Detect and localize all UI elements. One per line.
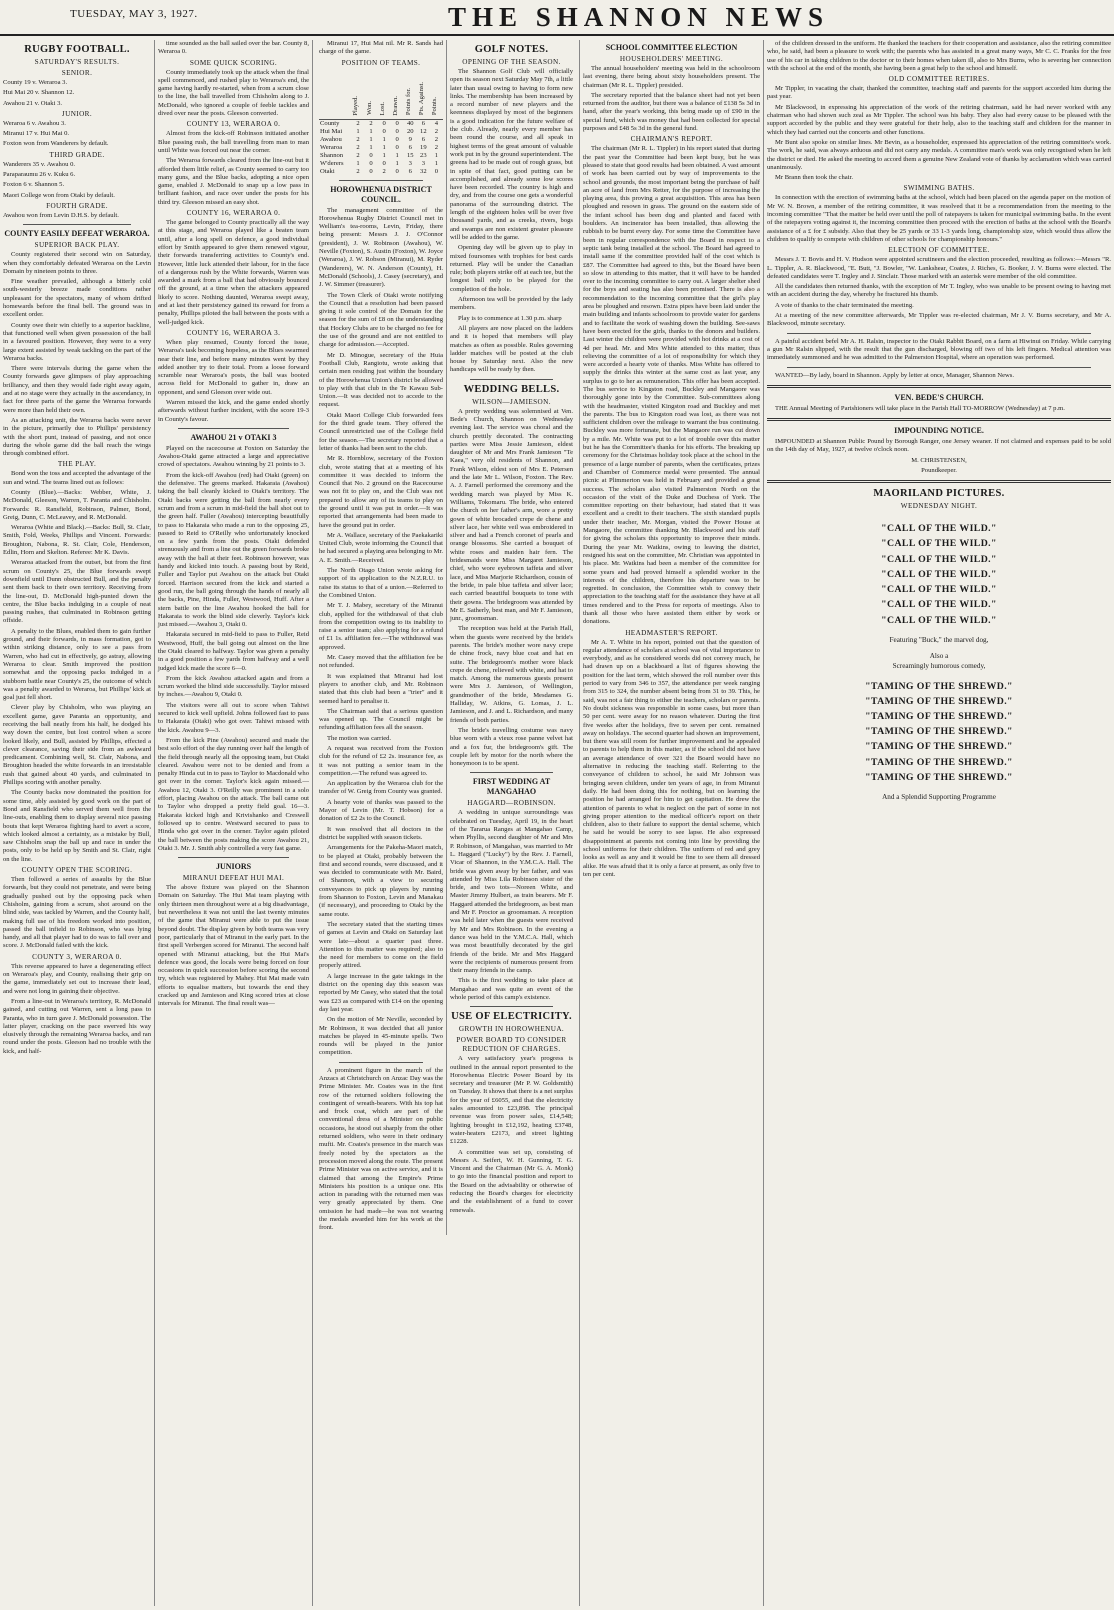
divider (787, 367, 1091, 368)
team-name-cell: Weraroa (320, 143, 343, 151)
table-cell: 1 (369, 127, 373, 135)
first-wedding-subhead: HAGGARD—ROBINSON. (467, 799, 556, 808)
table-cell: 12 (420, 127, 427, 135)
divider (787, 333, 1091, 334)
column-1 (0, 40, 154, 1606)
film-title: "CALL OF THE WILD." (881, 538, 997, 550)
film-title: "TAMING OF THE SHREWD." (865, 756, 1013, 768)
rugby-subhead: SATURDAY'S RESULTS. (34, 58, 120, 66)
junior-head: JUNIOR. (61, 109, 93, 118)
article-paragraph: County owe their win chiefly to a superior backline, that functioned well when given possession of the ball in a favoured position. However, they were to a very large extent assisted by weak tackling on the part of the Weraroa backs. (3, 321, 151, 362)
article-paragraph: The Chairman said that a serious question was opened up. The Council might be refunding affiliation fees all the season. (319, 707, 443, 732)
juniors-subhead: MIRANUI DEFEAT HUI MAI. (182, 874, 285, 883)
table-cell: 2 (356, 167, 360, 175)
article-paragraph: Mr Bunt also spoke on similar lines. Mr Bevin, as a householder, expressed his appreciation of the retiring committee's work. The work, he said, was always arduous and did not carry any medals. A committee man's work was only recognised when he left the district or died. He asked the meeting to accord them a genuine New Zealand vote of thanks by acclamation which was carried unanimously. (767, 138, 1111, 171)
film-title: "CALL OF THE WILD." (881, 584, 997, 596)
divider (178, 428, 289, 429)
article-paragraph: The Weraroa forwards cleared from the line-out but it afforded them little relief, as County seemed to carry too many guns, and the Blue backs, adopting a nice open game, enabled J. McDonald to snap up a low pass in brilliant fashion, and race over under the posts for his third try. Gleeson missed an easy shot. (158, 157, 309, 206)
table-cell: 23 (420, 151, 427, 159)
article-paragraph: The motion was carried. (327, 734, 392, 742)
article-paragraph: County (Blue).—Backs: Webber, White, J. McDonald, Gleeson, Warren, T. Paranta and Chisholm. Forwards: R. Ransfield, Robinson, Palmer, Bond, Greig, Dunn, C. McLeavey, and R. McDonald. (3, 488, 151, 521)
article-paragraph: Mr Tippler, in vacating the chair, thanked the committee, teaching staff and parents for the support accorded him during the past year. (767, 85, 1111, 101)
article-paragraph: Afternoon tea will be provided by the lady members. (450, 296, 573, 312)
awahou-headline: AWAHOU 21 v OTAKI 3 (190, 432, 277, 442)
retire-head: OLD COMMITTEE RETIRES. (888, 75, 990, 84)
article-paragraph: Fine weather prevailed, although a bitterly cold south-westerly breeze made conditions rather unpleasant for the spectators, many of whom drifted homewards before the final bell. The ground was in excellent order. (3, 278, 151, 319)
article-paragraph: A vote of thanks to the chair terminated the meeting. (775, 301, 914, 309)
table-cell: 1 (434, 159, 439, 167)
article-paragraph: time sounded as the ball sailed over the bar. County 8, Weraroa 0. (158, 40, 309, 56)
article-paragraph: The game belonged to County practically all the way at this stage, and Weraroa played like a beaten team until, after a long spell on defence, a good individual effort by Smith appeared to give them renewed vigour, their forwards transferring activities to County's end. However, little luck attended their labour, for in the face of a dangerous rush by the White forwards, Warren was awarded a mark from a ball that had obviously bounced off the ground, at a time when the attackers appeared likely to score. Nothing daunted, Weraroa swept away, and at last their persistency gained its reward for from a penalty, Phillips piloted the ball between the posts with a well-judged kick. (158, 219, 309, 326)
table-cell: 2 (434, 127, 439, 135)
article-paragraph: A large increase in the gate takings in the district on the opening day this season was reported by Mr Casey, who stated that the total was £23 as compared with £14 on the opening day last year. (319, 972, 443, 1013)
electricity-headline: USE OF ELECTRICITY. (451, 1011, 572, 1023)
table-row (319, 160, 443, 168)
divider (470, 772, 553, 773)
article-paragraph: The management committee of the Horowhenua Rugby District Council met in Welliam's tea-rooms, Levin, Friday, there being present: Messrs J. J. O'Connor (president), J. W. Robinson (Awahou), W. Neville (Foxton), S. Austin (Foxton), W. Joyce (Weraroa), J. W. Robson (Miranui), M. Ryder (Wanderers), W. N. Anderson (County), H. McDonald (Schools), J. Casey (secretary), and J. W. Simmer (treasurer). (319, 206, 443, 289)
pictures-headline: MAORILAND PICTURES. (873, 488, 1005, 500)
article-paragraph: A request was received from the Foxton club for the refund of £2 2s. insurance fee, as it was not putting a senior team in the competition.—The refund was agreed to. (319, 745, 443, 777)
result-line: Foxton won from Wanderers by default. (3, 140, 109, 148)
table-cell: 0 (434, 167, 439, 175)
film-title: "CALL OF THE WILD." (881, 568, 997, 580)
article-paragraph: Mr T. J. Mabey, secretary of the Miranui club, applied for the withdrawal of that club from the competition owing to its inability to raise a senior team; also applying for a refund of £1 1s. affiliation fee.—The withdrawal was approved. (319, 602, 443, 651)
third-grade-head: THIRD GRADE. (49, 150, 105, 159)
table-row (319, 119, 443, 128)
table-body (319, 119, 443, 176)
article-paragraph: Mr Blackwood, in expressing his appreciation of the work of the retiring chairman, said he had never worked with any chairman who had shown such zeal as Mr Tippler. The school was his baby. They also had every cause to be pleased with the support accorded by the public and they were grateful for their help, also to the teaching staff and children for the manner in which they had carried out the concerts and other functions. (767, 103, 1111, 136)
result-line: Wanderers 35 v. Awahou 0. (3, 160, 76, 168)
article-paragraph: Mr Brann then took the chair. (775, 174, 854, 182)
result-line: Miranui 17 v. Hui Mai 0. (3, 130, 70, 138)
film-title: "TAMING OF THE SHREWD." (865, 741, 1013, 753)
article-paragraph: The above fixture was played on the Shannon Domain on Saturday. The Hui Mai team playing with only thirteen men throughout were at a big disadvantage, but nevertheless it was not until the last twenty minutes of the game that Miranui were able to put the issue beyond doubt. The display given by both teams was very poor, particularly that of Miranui in the early part. In the first spell Verbergen scored for Miranui. The second half opened with Miranui attacking, but the Hui Mai's defence was good, the locals were being forced on four occasions in quick succession before scoring the second try, which was registered by Mahey. Hui Mai made vain efforts to equalise matters, but towards the end they cracked up and Jamieson and King scored tries at close intervals for Miranui. The final result was— (158, 884, 309, 1008)
article-paragraph: As an attacking unit, the Weraroa backs were never in the picture, primarily due to Phillips' persistency with the short punt, instead of passing, and not once during the whole game did the ball reach the wings through combined effort. (3, 416, 151, 458)
film-title: "TAMING OF THE SHREWD." (865, 695, 1013, 707)
table-header: Played. (351, 71, 364, 120)
article-paragraph: From the kick Awahou attacked again and from a scrum worked the blind side successfully. Taylor missed by inches.—Awahou 9, Otaki 0. (158, 674, 309, 699)
swimming-head: SWIMMING BATHS. (903, 184, 975, 193)
school-headline: SCHOOL COMMITTEE ELECTION (605, 43, 738, 52)
school-subhead: HOUSEHOLDERS' MEETING. (619, 55, 724, 63)
senior-head: SENIOR. (61, 69, 93, 77)
table-cell: 32 (420, 167, 427, 175)
quick-scoring-head: SOME QUICK SCORING. (189, 58, 278, 67)
article-paragraph: Miranui 17, Hui Mai nil. Mr R. Sands had charge of the game. (319, 40, 443, 56)
column-3a (316, 40, 446, 1235)
table-row (319, 144, 443, 152)
article-paragraph: At a meeting of the new committee afterwards, Mr Tippler was re-elected chairman, Mr J. V. Burns secretary, and Mr A. Blackwood, minute secretary. (767, 312, 1111, 328)
article-paragraph: A very satisfactory year's progress is outlined in the annual report presented to the Horowhenua Electric Power Board by its secretary and treasurer (Mr P. W. Goldsmith) on Tuesday. It shows that there is a net surplus for the year of £6055, and that the electricity sales amounted to £23,898. The principal revenue was from power sales, £14,548; lighting brought in £12,192, heating £3748, water-heaters £2173, and street lighting £1228. (450, 1055, 573, 1146)
article-paragraph: A wedding in unique surroundings was celebrated on Tuesday, April 19, in the heart of the Tararua Ranges at Mangahao Camp, when Phyllis, second daughter of Mr and Mrs P. Robinson, of Mangahao, was married to Mr L. Haggard ("Lucky") by the Rev. J. Farnell, Vicar of Shannon, in the Y.M.C.A. Hall. The bride was given away by her father, and was attended by Miss Lila Robinson sister of the bride, and two tots—Noreen White, and Master Jimmy Hulbert, as train bearers. Mr F. Haggard attended the bridegroom, as best man and Mr F. Proctor as groomsman. A reception was held later when the guests were received by Mr and Mrs Robinson. In the evening a dance was held in the Y.M.C.A. Hall, which was most beautifully decorated by the girl friends of the bride. Mr and Mrs Haggard were the recipients of numerous present from their many friends in the camp. (450, 809, 573, 975)
church-notice: THE Annual Meeting of Parishioners will take place in the Parish Hall TO-MORROW (Wednesday) at 7 p.m. (775, 404, 1065, 412)
article-paragraph: It was resolved that all doctors in the district be supplied with season tickets. (319, 825, 443, 841)
table-cell: 1 (356, 159, 360, 167)
table-cell: 0 (382, 127, 386, 135)
table-cell: 0 (395, 119, 399, 127)
issue-date: TUESDAY, MAY 3, 1927. (70, 8, 198, 20)
article-paragraph: From the kick-off Awahou (red) had Otaki (green) on the defensive. The greens marked. Hakaraia (Awahou) taking the ball cleanly kicked to Otaki's territory. The Otaki backs were getting the ball from nearly every scrum and from a scrum in mid-field the ball shot out to the green half. Fuller (Awahou) intercepting beautifully to pass to Hakaraia who made a run to the opposing 25, passed to Reid to O'Reilly who unfortunately knocked on a few yards from the posts. Otaki defended strenuously and from a line out the green forwards broke away with the ball at their feet. Robinson however, was handy and kicked into touch. A passing bout by Reid, Fuller and Taylor put Awahou on the attack but Otaki forced. Harrison secured from the kick and started a good run, the ball going through the hands of nearly all the backs, Pine, Hinda, Fuller, Westwood, Huff. After a stern battle on the line Awahou hooked the ball for Hakaraia to work the blind side cleverly. Taylor's kick just missed.—Awahou 3, Otaki 0. (158, 471, 309, 629)
article-paragraph: Opening day will be given up to play in mixed foursomes with trophies for best cards returned. Play will be under the Canadian rule; both players strike off at each tee, but the longest ball only to be played for the completion of the hole. (450, 244, 573, 293)
film-title: "CALL OF THE WILD." (881, 553, 997, 565)
film-title: "TAMING OF THE SHREWD." (865, 771, 1013, 783)
table-row (319, 168, 443, 176)
table-cell: 4 (434, 119, 439, 127)
table-header: Points for. (404, 71, 417, 120)
table-cell: 9 (408, 135, 412, 143)
article-paragraph: The reception was held at the Parish Hall, when the guests were received by the bride's parents. The bride's mother wore navy crepe de chine frock, navy blue coat and hat en suite. The bridegroom's mother wore black crepe de chene, relieved with white, and hat to match. Among the numerous guests present were Mrs J. Jamieson, of Wellington, grandmother of the bride, Mesdames G. Halliday, W. Atkins, G. Lomas, J. L. Jamieson, and J. and L. Richardson, and many friends of both parties. (450, 625, 573, 724)
article-paragraph: This reverse appeared to have a degenerating effect on Weraroa's play, and County, realising their grip on the game, immediately set out to increase their lead, and were not long in gaining their objective. (3, 962, 151, 995)
column-3b (446, 40, 576, 1235)
score-head: COUNTY 16, WERAROA 3. (186, 328, 281, 337)
table-cell: 6 (421, 135, 425, 143)
table-cell: 15 (406, 151, 414, 159)
table-cell: 6 (408, 167, 412, 175)
impound-notice: IMPOUNDED at Shannon Public Pound by Borough Ranger, one Jersey weaner. If not claimed and expenses paid to be sold on the 14th day of May, 1927, at twelve o'clock noon. (767, 438, 1111, 454)
position-head: POSITION OF TEAMS. (341, 58, 421, 67)
result-line: Maori College won from Otaki by default. (3, 191, 115, 199)
table-cell: 2 (434, 135, 439, 143)
table-cell: 1 (395, 151, 399, 159)
golf-headline: GOLF NOTES. (474, 44, 549, 55)
article-paragraph: The visitors were all out to score when Tahiwi secured to kick well upfield. Johns followed fast to pass to Hakaraia (Otaki) who got over. Tahiwi missed with the kick. Awahou 9—3. (158, 701, 309, 734)
wanted-ad: WANTED—By lady, board in Shannon. Apply by letter at once, Manager, Shannon News. (775, 371, 1015, 379)
table-cell: 2 (434, 143, 439, 151)
film-title: "TAMING OF THE SHREWD." (865, 680, 1013, 692)
article-paragraph: The secretary reported that the balance sheet had not yet been returned from the auditor, but there was a balance of £138 5s 3d in hand, after the year's working, this being made up of £90 in the special fund, which was money that had been collected for special purposes and £48 5s 3d in the general fund. (583, 91, 760, 133)
divider (767, 418, 1111, 421)
divider (767, 480, 1111, 483)
article-paragraph: When play resumed, County forced the issue, Weraroa's task becoming hopeless, as the Blues swarmed near their line, and before many minutes went by they added another try to their total. From a loose forward scramble near Weraroa's posts, the ball was booted across field for McDonald to gather in, draw an opponent, and send Gleeson over wide out. (158, 338, 309, 396)
table-cell: 0 (395, 135, 399, 143)
column-5 (579, 40, 763, 1606)
article-paragraph: All the candidates then returned thanks, with the exception of Mr T. Ingley, who was unable to be present owing to having met with an accident during the day, whereby he fractured his thumb. (767, 283, 1111, 299)
article-paragraph: Arrangements for the Pakeha-Maori match, to be played at Otaki, probably between the first and second rounds, were discussed, and it was decided to communicate with Mr. Baird, of Shannon, with a view to securing conveyances to pick up players by running from Shannon to Foxton, Levin and Manakau (if necessary), and proceeding to Otaki by the same route. (319, 844, 443, 918)
article-paragraph: County immediately took up the attack when the final spell commenced, and rushed play to Weraroa's end, the game having hardly re-started, when from a scrum close to the line, the ball travelled from Chisholm along to J. McDonald, who ignored a couple of feeble tackles and dived over near the posts. Gleeson converted. (158, 68, 309, 118)
article-paragraph: The secretary stated that the starting times of games at Levin and Otaki on Saturday last were late—about a quarter past three. Attention to this matter was required; also to the need for members to come on the field properly attired. (319, 920, 443, 970)
score-head: COUNTY 3, WERAROA 0. (32, 952, 122, 961)
table-cell: 0 (369, 151, 373, 159)
result-line: Paraparaumu 26 v. Kuku 6. (3, 171, 76, 179)
film-title: "CALL OF THE WILD." (881, 614, 997, 626)
column-3-split (316, 40, 576, 1235)
article-paragraph: Clever play by Chisholm, who was playing an excellent game, gave Paranta an opportunity, and receiving the ball neatly from his half, he dodged his way down the centre, but lost control when a score looked likely, and Bull, assisted by Phillips, effected a clever clearance, saving their side from an awkward predicament. Combining well, St. Clair, Nabona, and Broughton headed the white forwards in an irresistable rush that gained about 40 yards, and culminated in Phillips scoring with another penalty. (3, 704, 151, 787)
article-paragraph: Played on the racecourse at Foxton on Saturday the Awahou-Otaki game attracted a large and appreciative crowd of spectators. Awahou winning by 21 points to 3. (158, 444, 309, 469)
team-name-cell: Awahou (320, 135, 342, 143)
article-paragraph: Then followed a series of assaults by the Blue forwards, but they could not penetrate, and were being gradually pushed out by the opposing pack when Chisholm, gaining from a scrum, shot around on the blind side, was tackled by Warren, and the County half, making full use of his freedom worked into position, passed the ball infield to Robinson, who was lying handy, and all that player had to do was to fall over and score. J. McDonald failed with the kick. (3, 876, 151, 950)
article-paragraph: Otaki Maori College Club forwarded fees for the third grade team. They offered the Council unrestricted use of the College field for the season.—The secretary reported that a letter of thanks had been sent to the club. (319, 411, 443, 452)
article-paragraph: of the children dressed in the uniform. He thanked the teachers for their cooperation and assistance, also the retiring committee who, he said, had been a pleasure to work with; the parents who has assisted in a great many ways, Mr C. C. Franks for the free use of his car in taking children to the doctor or to their homes when taken ill, also to Mrs Burns, who is severing her connection with the school at the end of the month, she having been a great help to the school and himself. (767, 40, 1111, 72)
council-headline: HOROWHENUA DISTRICT COUNCIL. (330, 184, 432, 204)
article-paragraph: Mr. Casey moved that the affiliation fee be not refunded. (319, 654, 443, 670)
article-paragraph: Mr D. Minogue, secretary of the Huia Football Club, Rangiotu, wrote asking that certain men residing just within the boundary of the Horowhenua Union's district be allowed to play with that club in the Te Kawau Sub-Union.—It was decided not to accede to the request. (319, 351, 443, 409)
table-row (319, 152, 443, 160)
film-title: "TAMING OF THE SHREWD." (865, 711, 1013, 722)
score-head: COUNTY 16, WERAROA 0. (186, 209, 281, 218)
table-header: Pts. Against. (417, 71, 430, 120)
article-paragraph: In connection with the erection of swimming baths at the school, which had been placed on the agenda paper on the motion of Mr W. N. Brown, a member of the retiring committee, it was resolved that it be a recommendation from the meeting to the incoming committee "That the matter be held over until the poll of ratepayers is taken for municipal swimming baths. In the event of the ratepayers voting against it, the incoming committee then proceed with the erection of baths at the school with the Board's assistance of a £ for £ subsidy. Also that they be 25 yards or 33 1-3 yards long, championship size, which would thus allow the children to qualify to compete with children of other schools for championship honours." (767, 194, 1111, 243)
team-name-cell: Shannon (320, 151, 344, 159)
featuring-line: Featuring "Buck," the marvel dog, (889, 635, 989, 644)
play-head: THE PLAY. (57, 460, 97, 469)
results-list (3, 69, 151, 220)
article-paragraph: The annual householders' meeting was held in the schoolroom last evening, there being about sixty householders present. The chairman (Mr R. L. Tippler) presided. (583, 65, 760, 89)
article-paragraph: Hakaraia secured in mid-field to pass to Fuller, Reid Westwood, Huff, the ball going out almost on the line the Otaki cleared to halfway. Taylor was given a penalty in a good position a few yards from halfway and a well judged kick made the score 6—0. (158, 631, 309, 672)
divider (767, 385, 1111, 388)
table-cell: 2 (382, 167, 386, 175)
supporting-line: And a Splendid Supporting Programme (882, 793, 996, 802)
table-cell: 1 (356, 127, 360, 135)
county-headline: COUNTY EASILY DEFEAT WERAROA. (4, 229, 150, 239)
article-paragraph: From a line-out in Weraroa's territory, R. McDonald gained, and cutting out Warren, sent a long pass to Paranta, who in turn gave J. McDonald possession. The latter player, cracking on the pace swerved his way elusively through the remaining Weraroa backs, and ran round under the posts. Gleeson had no trouble with the kick, and half- (3, 997, 151, 1055)
wedding-subhead: WILSON—JAMIESON. (472, 397, 551, 406)
table-cell: 20 (406, 127, 414, 135)
article-paragraph: On the motion of Mr Neville, seconded by Mr Robinson, it was decided that all junior matches be played in 45-minute spells. Two rounds will be played in the junior competition. (319, 1016, 443, 1057)
table-cell: 2 (356, 119, 360, 127)
article-paragraph: There were intervals during the game when the County forwards gave glimpses of play approaching brilliancy, and then they would fade right away again, and at no stage were they actually in the ascendancy, in fact for three parts of the game the Weraroa forwards were more than held their own. (3, 365, 151, 414)
masthead (0, 0, 1114, 36)
table-cell: 0 (382, 119, 386, 127)
table-cell: 2 (356, 143, 360, 151)
table-cell: 3 (421, 159, 425, 167)
wedding-headline: WEDDING BELLS. (463, 383, 560, 395)
table-cell: 0 (395, 167, 399, 175)
article-paragraph: Mr A. T. White in his report, pointed out that the question of regular attendance of scholars at school was of vital importance to everybody, and as he considered words did not convey much, he had drawn up on a blackboard a list of figures showing the position for the last term, which showed the roll number over this period to vary from 346 to 357, the attendance per week ranging from 315 to 324, the number absent being from 31 to 39. This, he said, was not a fair thing to either the teachers, scholars or parents. No doubt sickness was responsible in some cases, but more than 50 per cent. were away for no reason whatever. During the first five weeks after the holidays, five to seven per cent. remained away on holidays. The second quarter had shown an improvement, but there was still room for further improvement and he appealed to parents to help them in this matter, as if the school did not have an average attendance of over 321 the Board would have no alternative in reducing the teaching staff. Referring to the conveyance of children to school, he said Mr Johnson was bringing seven children, under ten years of age, in from Miranui daily. He had been doing this for nothing, but on learning the position he had arranged for him to get capitation. He drew the attention of parents to what is neglect on the part of some in not giving proper attention to the medical officer's report on their children, also to their failure to support the dental scheme, which he said he would be sorry to see lapse. He also expressed disappointment at parents not coming into line by providing the school uniforms for their children. The uniform of red and grey looks as well as any and it would be fine to see them all dressed alike. He was afraid that it is only a farce at present, as only five to ten per cent. (583, 638, 760, 878)
table-cell: 1 (369, 143, 373, 151)
table-cell: 1 (369, 135, 373, 143)
result-line: Hui Mai 20 v. Shannon 12. (3, 89, 75, 97)
electricity-subhead: GROWTH IN HOROWHENUA. (458, 1025, 565, 1034)
article-paragraph: A painful accident befel Mr A. H. Ralsin, inspector to the Otaki Rabbit Board, on a farm at Hiwinui on Friday. While carrying a gun Mr Ralsin slipped, with the result that the gun discharged, blowing off two of his left fingers. Medical attention was immediately summoned and he was admitted to the Palmerston Hospital, where an operation was performed. (767, 337, 1111, 362)
table-cell: 0 (395, 127, 399, 135)
election-head: ELECTION OF COMMITTEE. (888, 246, 990, 255)
film-list-2 (767, 679, 1111, 785)
article-paragraph: The bride's travelling costume was navy blue worn with a vieux rose panne velvet hat and a fox fur, the bridegroom's gift. The couple left by motor for the north where the honeymoon is to be spent. (450, 726, 573, 768)
table-cell: 2 (356, 151, 360, 159)
film-title: "CALL OF THE WILD." (881, 599, 997, 611)
article-paragraph: A pretty wedding was solemnised at Ven. Bede's Church, Shannon on Wednesday evening last. The service was choral and the church prettily decorated. The contracting parties were Miss Jessie Jamieson, eldest daughter of Mr and Mrs Frank Jamieson "Te Kaea," very old residents of Shannon, and Frank Wilson, eldest son of Mrs E. Petersen and the late Mr L. Wilson, Foxton. The Rev. A. J. Farnell performed the ceremony and the wedding march was played by Miss K. Williams, Tokomaru. The bride, who entered the church on her father's arm, wore a pretty gown of white brocaded crepe de chene and silver lace, her white veil was embroidered in silver and had a French coronet of pearls and orange blossoms. She carried a bouquet of white roses and maiden hair fern. The bridesmaids were Miss Margaret Jamieson, chief, who wore eyebrown taffeta and silver lace, and Miss Marjorie Richardson, cousin of the bride, in pale blue taffeta and silver lace; each carried beautiful bouquets to tone with their gowns. The bridegroom was attended by Mr E. Satherly, best man, and Mr F. Jamieson, junr., groomsman. (450, 407, 573, 623)
table-row (319, 136, 443, 144)
fourth-grade-head: FOURTH GRADE. (46, 201, 108, 210)
article-paragraph: A prominent figure in the march of the Anzacs at Christchurch on Anzac Day was the Prime Minister. Mr. Coates was in the first row of the returned soldiers following the contingent of wreath-bearers. With his top hat and frock coat, which are part of the conventional dress of a Minister on public occasions, he stood out sharply from the other returned soldiers, who were in their ordinary mufti. Mr. Coates's presence in the march was freely noted by the spectators as the procession moved along the route. The present Prime Minister was on active service, and it is claimed that among the Empire's Prime Ministers his position is a unique one. His action in parading with the returned men was very greatly appreciated by them. One omission he had made—he was not wearing the medals awarded him for his work at the front. (319, 1066, 443, 1232)
table-cell: 1 (382, 143, 386, 151)
team-name-cell: County (320, 119, 340, 127)
result-line: Awahou 21 v. Otaki 3. (3, 99, 63, 107)
article-paragraph: The Town Clerk of Otaki wrote notifying the Council that a resolution had been passed giving it sole control of the Domain for the season for the sum of £8 on the understanding that Hockey Clubs are to be charged no fee for the use of the ground and are not entitled to charge for admission.—Accepted. (319, 291, 443, 349)
column-2 (154, 40, 312, 1606)
article-paragraph: Warren missed the kick, and the game ended shortly afterwards without further incident, with the score 19-3 in County's favour. (158, 398, 309, 423)
chairman-head: CHAIRMAN'S REPORT. (630, 135, 713, 144)
table-cell: 2 (369, 119, 373, 127)
article-paragraph: Play is to commence at 1.30 p.m. sharp (458, 314, 562, 322)
table-cell: 0 (369, 159, 373, 167)
article-paragraph: Messrs J. T. Bovis and H. V. Hudson were appointed scrutineers and the election proceeded, resulting as follows:—Messrs "R. L. Tippler, A. R. Blackwood, "E. Butt, "J. Bowler, "W. Lankshear, Coates, J. Riches, G. Booker, J. V. Burns were elected. The defeated candidates were T. Ingley and J. Sinclair. Those marked with an asterisk were member of the old committee. (767, 256, 1111, 280)
article-paragraph: From the kick Pine (Awahou) secured and made the best solo effort of the day running over half the length of the field through nearly all the opposing team, but Otaki cleared. Awahou were not to be denied and from a penalty Hinda cut in to pass to Taylor to Macdonald who got over in the corner. Taylor's kick again missed.—Awahou 12, Otaki 3. O'Reilly was prominent in a solo effort, placing Awahou on the attack. The ball came out to Taylor who dropped a pretty field goal. 16—3. Hakaraia kicked high and Krivishanko and Creswell followed up to centre. Westward secured to pass to Hinda who got over in the corner. Taylor again piloted the ball between the posts making the score Awahou 21, Otaki 3. Mr. J. Smith ably controlled a very fast game. (158, 736, 309, 852)
article-paragraph: A committee was set up, consisting of Messrs A. Seifert, W. H. Gunning, T. G. Vincent and the Chairman (Mr G. A. Monk) to go into the financial position and report to the Board on the advisability or otherwise of reducing the Board's charges for electricity and the establishment of a fund to cover renewals. (450, 1148, 573, 1214)
rugby-headline: RUGBY FOOTBALL. (24, 44, 130, 55)
impound-signature: M. CHRISTENSEN, (911, 456, 967, 464)
church-headline: VEN. BEDE'S CHURCH. (894, 392, 984, 402)
divider (470, 1006, 553, 1007)
article-paragraph: The Shannon Golf Club will officially open its season next Saturday May 7th, a little later than usual owing to having to form new links. The membership has been increased by a record number of new players and the keenness displayed by most of the beginners is a good indication for the future welfare of the club. Already, nearly every member has been round the course, and all speak in highest terms of the great amount of valuable work put in by the ground superintendent. The greens had to be made out of rough grass, but in spite of that fact, good putting can be accomplished, and already some low scores have been recorded. The country is high and dry, and from the course one gets a wonderful panorama of the surrounding district. The length of the eighteen holes will be over five thousand yards, and as creeks, rivers, bogs and swamps are non existent greater pleasure will be added to the game. (450, 68, 573, 241)
column-3 (312, 40, 579, 1606)
divider (470, 379, 553, 380)
film-list-1 (767, 521, 1111, 627)
headmaster-head: HEADMASTER'S REPORT. (625, 628, 718, 637)
divider (23, 224, 131, 225)
table-header (319, 71, 351, 120)
table-header: Drawn. (391, 71, 404, 120)
first-wedding-headline: FIRST WEDDING AT MANGAHAO (472, 777, 551, 797)
team-name-cell: W'derers (320, 159, 344, 167)
newspaper-title: THE SHANNON NEWS (448, 2, 830, 32)
table-cell: 40 (406, 119, 414, 127)
article-paragraph: An application by the Weraroa club for the transfer of W. Greig from County was granted. (319, 780, 443, 796)
film-title: "CALL OF THE WILD." (881, 523, 997, 535)
table-cell: 3 (408, 159, 412, 167)
impound-headline: IMPOUNDING NOTICE. (894, 426, 984, 436)
comedy-line: Screamingly humorous comedy, (892, 662, 986, 671)
table-cell: 1 (382, 151, 386, 159)
table-cell: 6 (408, 143, 412, 151)
article-paragraph: A hearty vote of thanks was passed to the Mayor of Levin (Mr. T. Hobson) for a donation of £2 2s to the Council. (319, 798, 443, 823)
result-line: Weraroa 6 v. Awahou 3. (3, 119, 66, 127)
table-cell: 0 (395, 143, 399, 151)
article-paragraph: The chairman (Mr R. L. Tippler) in his report stated that during the past year the Committee had been kept busy, but he was pleased to state that good results had been obtained. A vast amount of work has been carried out by way of improvements to the school and grounds, the most important being the purchase of half an acre of land from Mrs Retter, for the purpose of increasing the playing area, this proving a great acquisition. This area has been ploughed and resown in grass. The ground on the eastern side of the infant school has been dug and planted and faced with boulders. An incinerator has been installed, thus allowing the rubbish to be burnt every day. For some time the Committee have been in regular correspondence with the Board in respect to a septic tank being installed at the school. The Board had agreed to install same if the committee provided half of the cost which is £87. The Committee had agreed to this, but the Board have been so slow in attending to this matter, that it will have to be handed over to the incoming committee to carry out. A larger shelter shed for the boys and seating has also been promised. There is also a recommendation to the incoming committee that the girl's play area be ploughed and resown. Extra pipes have been laid under the main building and infants schoolroom to provide water for gardens and to facilitate the work of washing down the building. See-saws have been erected for the girls, thanks to the donors and builders. Last winter the children were provided with hot drinks at a cost of 4d per head. Mr. and Mrs White attended to this matter, thus relieving the committee of a lot of responsibility for which they were accorded a hearty vote of thanks. Miss White has offered to supply the drinks this winter at the same cost as last year, any surplus to go to her as remuneration. This offer has been accepted. The bus service to Kingston road, Buckley and Mangaore was thoroughly gone into by the Committee. Sub-committees along with the headmaster, visited Kingston road and Buckley and met the parents. The bus to Kingston road was lost, as there was not sufficient children over the mileage to warrant the bus continuing. Buckley was more fortunate, but the Mangaore run was cut down by a mile. Mr. White was put to a lot of trouble over this matter but he has the Committee's thanks for his efforts. The breaking up ceremony for the Christmas holiday took place at the school in the presence of a large number of parents, when the certificates, prizes and Chamber of Commerce medal were presented. The annual picnic at Plimmerton was held in February and provided a great success. The scholars also visited Palmerston North on the occasion of the visit of the Duke and Duchess of York. The committee reporting on their behaviour, had stated that it was excellent and a credit to their teachers. The sixth standard pupils under their teacher, Mr. Morgan, visited the Power House at Mangaore, the committee thanking Mr. Blackwood and his staff for giving the scholars this opportunity to improve their minds. During the year Mr. Watkins, owing to leaving the district, resigned his seat on the committee, Mr. Christian was appointed in his place. Mr. Watkins had been a member of the committee for some years and had proved himself a splendid worker in the interests of the children, therefore his departure was to be regretted. In conclusion, the Committee wish to convey their appreciation to the teaching staff for the assistance they have at all times rendered and to the Press for reports of meetings. Also to thank all those who have assisted them either by work or donations. (583, 145, 760, 626)
film-title: "TAMING OF THE SHREWD." (865, 726, 1013, 738)
score-head: COUNTY 13, WERAROA 0. (186, 120, 281, 129)
open-scoring-head: COUNTY OPEN THE SCORING. (21, 866, 133, 875)
article-paragraph: Mr R. Hornblow, secretary of the Foxton club, wrote stating that at a meeting of his committee it was decided to inform the Council that No. 2 ground on the Racecourse was not fit to play on, and the Club was not prepared to allow any of its teams to play on the ground until it was put in order.—It was reported that arrangements had been made to have the ground put in order. (319, 455, 443, 529)
column-6 (763, 40, 1114, 1606)
pictures-subhead: WEDNESDAY NIGHT. (900, 502, 978, 511)
table-cell: 6 (421, 119, 425, 127)
table-cell: 1 (395, 159, 399, 167)
article-paragraph: Mr A. Wallace, secretary of the Paekakariki United Club, wrote informing the Council that he had secured a playing area belonging to Mr. A. E. Smith.—Received. (319, 531, 443, 564)
result-line: Awahou won from Levin D.H.S. by default. (3, 211, 119, 219)
table-header: Won. (365, 71, 378, 120)
table-cell: 0 (382, 159, 386, 167)
divider (339, 1062, 423, 1063)
article-paragraph: Bond won the toss and accepted the advantage of the sun and wind. The teams lined out as follows: (3, 470, 151, 486)
article-paragraph: The North Otago Union wrote asking for support of its application to the N.Z.R.U. to raise its status to that of a union.—Referred to the Combined Union. (319, 567, 443, 599)
team-name-cell: Otaki (320, 167, 335, 175)
electricity-subhead-2: POWER BOARD TO CONSIDER REDUCTION OF CHARGES. (456, 1036, 567, 1054)
table-row (319, 128, 443, 136)
county-subhead: SUPERIOR BACK PLAY. (34, 241, 120, 250)
table-header: Lost. (378, 71, 391, 120)
table-cell: 1 (382, 135, 386, 143)
table-header: Points. (430, 71, 443, 120)
article-paragraph: The County backs now dominated the position for some time, ably assisted by good work on the part of Bond and Ransfield who served them well from the line-outs, enabling them to display several nice passing bouts that kept Weraroa fighting hard to avert a score, which looked almost a certainty, as a mistake by Bull, saw Chisholm snap the ball up and race in under the posts, only to be held up by Smith and St. Clair, right on the line. (3, 789, 151, 863)
article-paragraph: All players are now placed on the ladders and it is hoped that members will play matches as often as possible. Rules governing ladder matches will be posted at the club house by Saturday next. Also the new handicaps will be ready by then. (450, 324, 573, 374)
article-paragraph: Almost from the kick-off Robinson initiated another Blue passing rush, the ball travelling from man to man until White was forced out near the corner. (158, 130, 309, 154)
article-paragraph: County registered their second win on Saturday, when they comfortably defeated Weraroa on the Levin Domain by nineteen points to three. (3, 251, 151, 275)
also-line: Also a (929, 652, 949, 660)
article-paragraph: A penalty to the Blues, enabled them to gain further ground, and their forwards, in mass formation, got to within striking distance, only to see a pass from Warren, who had cut in effectively, go astray, allowing Weraroa to clear. Smith improved the position somewhat and the opposing packs indulged in a stubborn battle near County's 25, the outcome of which was a penalty awarded to Weraroa, but Phillips' kick at goal just fell short. (3, 627, 151, 702)
article-paragraph: This is the first wedding to take place at Mangahao and was quite an event of the whole period of this camp's existence. (450, 977, 573, 1001)
table-cell: 19 (420, 143, 427, 151)
team-name-cell: Hui Mai (320, 127, 343, 135)
juniors-headline: JUNIORS (215, 862, 252, 872)
table-header-row (319, 71, 443, 120)
impound-signature-title: Poundkeeper. (921, 466, 957, 474)
article-paragraph: Weraroa attacked from the outset, but from the first scrum on County's 25, the Blue forwards swept downfield until Dunn obstructed Bull, and the penalty sent them back to their own territory. Receiving from the line-out, D. McDonald high-punted down the centre, the Blue backs indulging in a couple of neat passing rushes, that culminated in Robinson getting offside. (3, 559, 151, 625)
table-cell: 1 (434, 151, 439, 159)
golf-subhead: OPENING OF THE SEASON. (462, 58, 561, 66)
position-table (319, 71, 443, 176)
result-line: County 19 v. Weraroa 3. (3, 79, 68, 86)
table-cell: 2 (356, 135, 360, 143)
article-paragraph: Weraroa (White and Black).—Backs: Bull, St. Clair, Smith, Fold, Weeks, Phillips and Vincent. Forwards: Broughton, Nabona, R. St. Clair, Cole, Henderson, Edlin, Horn and Skelton. Referee: Mr K. Davis. (3, 524, 151, 557)
divider (178, 857, 289, 858)
result-line: Foxton 6 v. Shannon 5. (3, 181, 65, 189)
divider (339, 180, 423, 181)
article-paragraph: It was explained that Miranui had lost players to another club, and Mr. Robinson stated that this club had been a "trier" and it seemed hard to penalise it. (319, 672, 443, 705)
table-cell: 0 (369, 167, 373, 175)
